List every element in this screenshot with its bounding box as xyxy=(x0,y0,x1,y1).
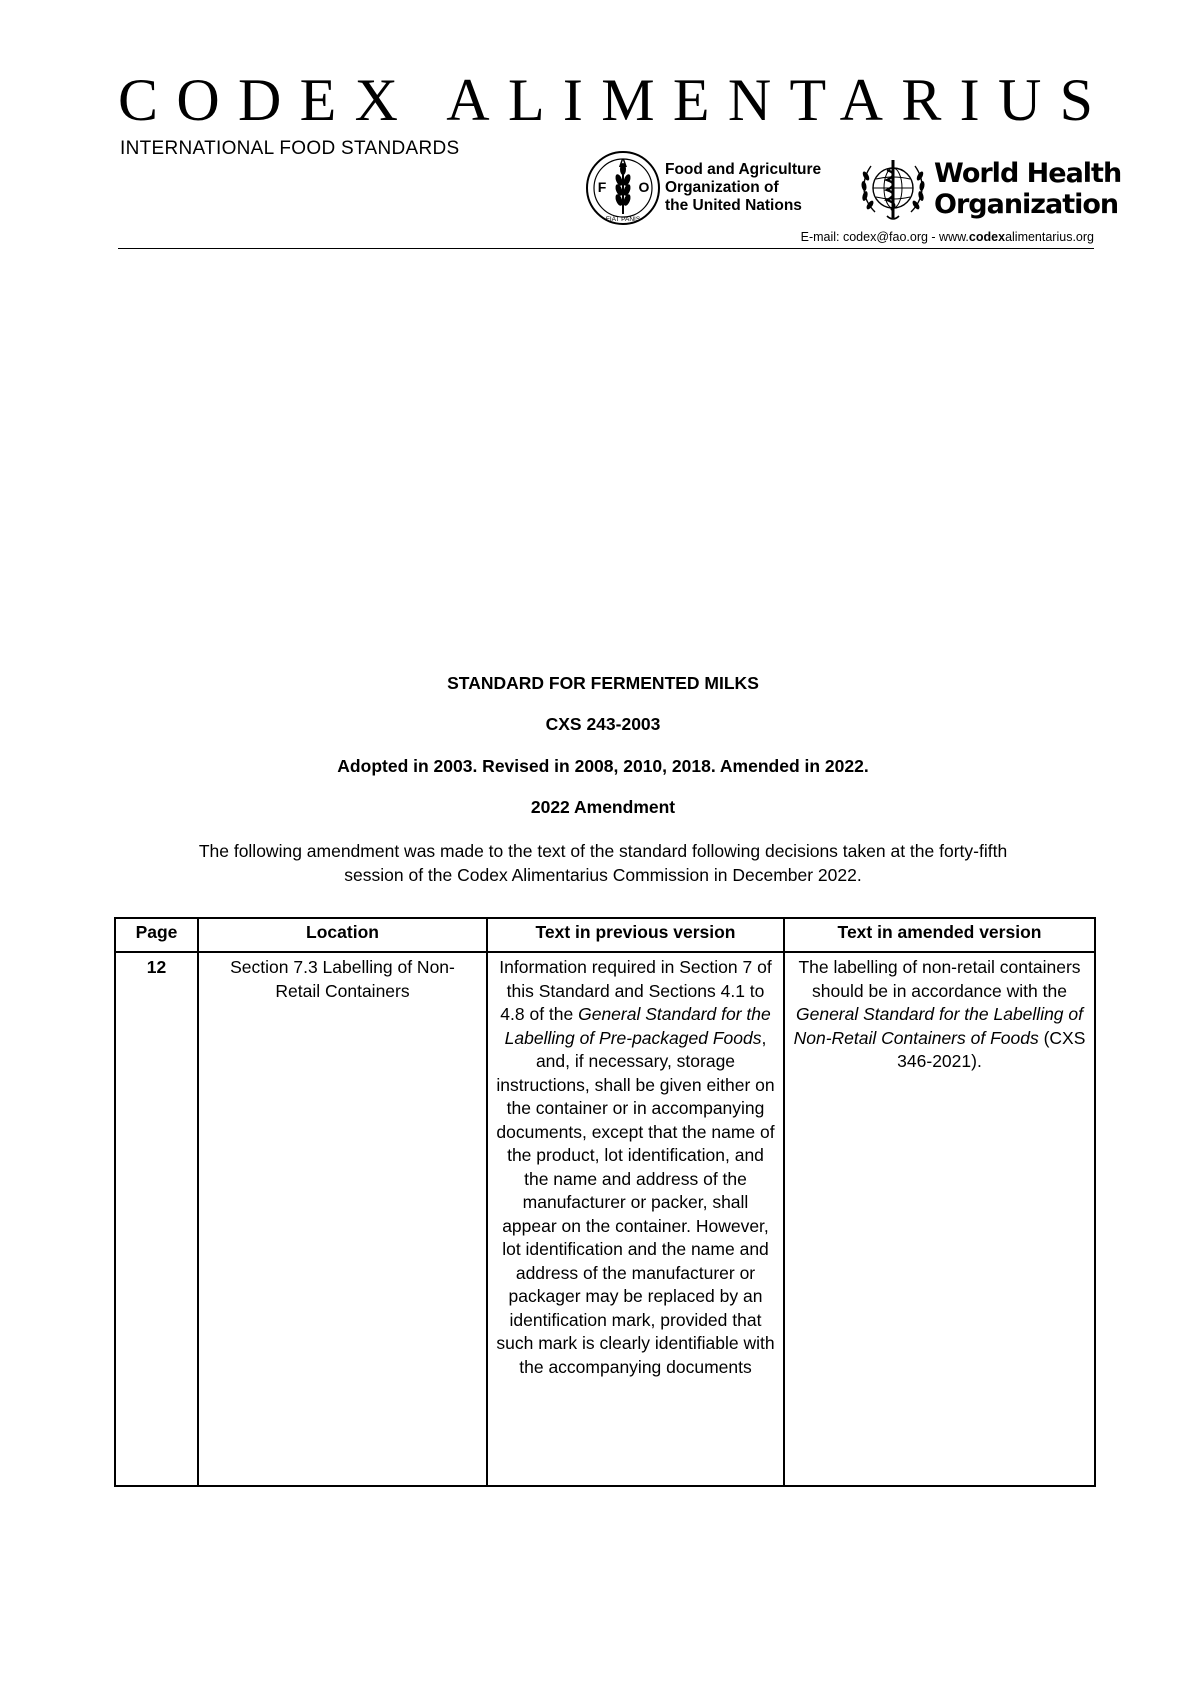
cell-amended-text xyxy=(784,952,1095,1486)
cell-page: 12 xyxy=(115,952,198,1486)
who-name xyxy=(934,158,1121,220)
fao-name xyxy=(665,161,821,215)
intro-line-2: session of the Codex Alimentarius Commission in December 2022. xyxy=(344,864,862,885)
document-history: Adopted in 2003. Revised in 2008, 2010, 2018. Amended in 2022. xyxy=(337,756,869,776)
contact-bold: codex xyxy=(968,230,1006,244)
header-page: Page xyxy=(115,918,198,952)
document-code: CXS 243-2003 xyxy=(545,714,661,734)
header-divider xyxy=(118,248,1094,249)
fao-name-line-2: Organization of xyxy=(665,179,779,196)
table-row xyxy=(115,952,1095,1486)
amended-text-part-2: General Standard for the Labelling of Non-Retail Containers of Foods xyxy=(793,1004,1083,1048)
previous-text-part-1: Information required in Section 7 of this Standard and Sections 4.1 to 4.8 of the xyxy=(499,957,772,1024)
header-title xyxy=(118,68,1093,136)
contact-line xyxy=(650,230,1094,244)
amended-text-part-3: (CXS 346-2021). xyxy=(897,1027,1086,1071)
amendment-table xyxy=(114,917,1096,1487)
cell-location xyxy=(198,952,487,1486)
header-location: Location xyxy=(198,918,487,952)
amended-text-part-1: The labelling of non-retail containers should be in accordance with the xyxy=(798,957,1081,1001)
fao-letter-a: A xyxy=(618,156,628,170)
document-heading-block xyxy=(114,672,1092,887)
who-emblem-icon xyxy=(857,152,929,224)
header-amended-text: Text in amended version xyxy=(784,918,1095,952)
table-header-row xyxy=(115,918,1095,952)
fao-motto: FIAT PANIS xyxy=(605,216,641,223)
header-subtitle: INTERNATIONAL FOOD STANDARDS xyxy=(120,138,460,159)
fao-name-line-1: Food and Agriculture xyxy=(665,161,822,178)
fao-letter-o: O xyxy=(638,179,650,195)
fao-name-line-3: the United Nations xyxy=(665,197,802,214)
document-title: STANDARD FOR FERMENTED MILKS xyxy=(447,673,759,693)
intro-line-1: The following amendment was made to the text of the standard following decisions taken at the forty-fifth xyxy=(198,841,1008,861)
cell-previous-text xyxy=(487,952,784,1486)
fao-letter-f: F xyxy=(597,179,607,195)
header-previous-text: Text in previous version xyxy=(487,918,784,952)
previous-text-part-3: , and, if necessary, storage instructions, shall be given either on the container or in accompanying documents, except that the name of the product, lot identification, and the name and address of the manufacturer or packer, shall appear on the container. However, lot identification and the name and address of the manufacturer or packager may be replaced by an identification mark, provided that such mark is clearly identifiable with the accompanying documents xyxy=(496,1027,775,1377)
header-title-text: CODEX ALIMENTARIUS xyxy=(118,68,1093,133)
who-name-line-1: World Health xyxy=(934,158,1122,189)
previous-text-part-2: General Standard for the Labelling of Pre-packaged Foods xyxy=(504,1004,771,1048)
intro-paragraph xyxy=(114,840,1092,887)
location-line-2: Retail Containers xyxy=(275,980,410,1001)
amendment-title: 2022 Amendment xyxy=(530,797,676,817)
location-line-1: Section 7.3 Labelling of Non- xyxy=(230,957,455,977)
fao-emblem-icon xyxy=(585,150,661,226)
contact-suffix: alimentarius.org xyxy=(1005,230,1094,244)
who-name-line-2: Organization xyxy=(934,189,1119,220)
contact-prefix: E-mail: codex@fao.org - www. xyxy=(800,230,969,244)
partner-logos xyxy=(585,150,1122,230)
